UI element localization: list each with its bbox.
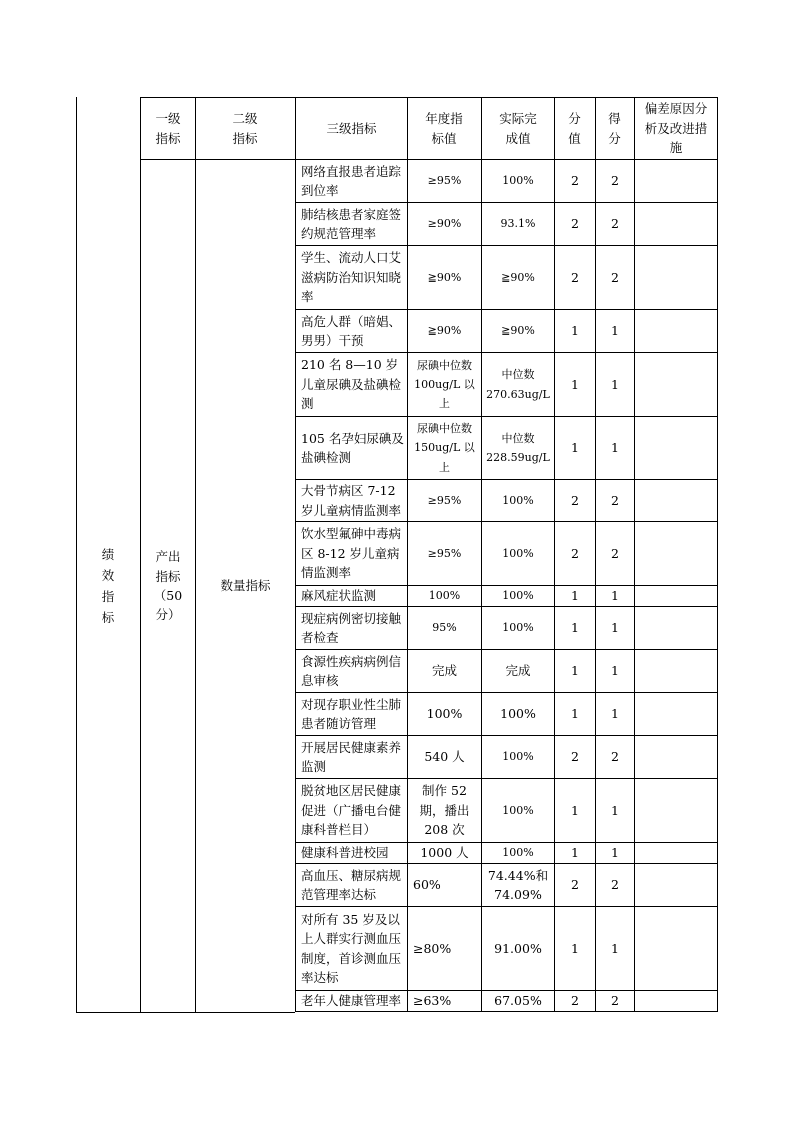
indicator-name: 饮水型氟砷中毒病区 8-12 岁儿童病情监测率 xyxy=(301,526,402,581)
table-rule xyxy=(295,1011,718,1012)
indicator-name: 开展居民健康素养监测 xyxy=(301,739,402,774)
reason-value xyxy=(635,480,717,521)
reason-value xyxy=(635,353,717,416)
actual-value: 100% xyxy=(502,621,534,635)
indicator-name: 对所有 35 岁及以上人群实行测血压制度，首诊测血压率达标 xyxy=(301,911,402,985)
score-value: 1 xyxy=(571,588,579,604)
target-value: 100% xyxy=(428,589,461,603)
score-value: 1 xyxy=(571,323,579,339)
got-value: 2 xyxy=(611,269,619,285)
score-value: 1 xyxy=(571,440,579,456)
reason-value xyxy=(635,246,717,309)
header-got: 得分 xyxy=(608,111,621,146)
got-value: 2 xyxy=(611,492,619,508)
reason-value xyxy=(635,310,717,352)
actual-value: 91.00% xyxy=(494,940,542,956)
table-rule xyxy=(140,97,141,1013)
target-value: 100% xyxy=(426,706,463,722)
indicator-name: 现症病例密切接触者检查 xyxy=(301,610,402,645)
target-value: ≧90% xyxy=(427,324,462,338)
got-value: 1 xyxy=(611,588,619,604)
reason-value xyxy=(635,203,717,245)
score-value: 1 xyxy=(571,663,579,679)
got-value: 1 xyxy=(611,706,619,722)
actual-value: 67.05% xyxy=(494,993,542,1009)
got-value: 1 xyxy=(611,323,619,339)
reason-value xyxy=(635,586,717,606)
target-value: ≥63% xyxy=(413,993,452,1009)
indicator-name: 脱贫地区居民健康促进（广播电台健康科普栏目） xyxy=(301,783,402,838)
actual-value: 100% xyxy=(500,706,536,722)
score-value: 1 xyxy=(571,376,579,392)
level2-value: 数量指标 xyxy=(220,578,271,594)
indicator-name: 肺结核患者家庭签约规范管理率 xyxy=(301,206,402,241)
actual-value: 74.44%和 74.09% xyxy=(487,867,549,902)
actual-value: 中位数 228.59ug/L xyxy=(486,431,550,464)
reason-value xyxy=(635,864,717,906)
score-value: 2 xyxy=(571,269,579,285)
section-label: 绩效指标 xyxy=(101,546,115,626)
actual-value: 100% xyxy=(502,546,534,560)
target-value: 95% xyxy=(432,621,457,635)
target-value: 1000 人 xyxy=(420,845,469,861)
got-value: 1 xyxy=(611,802,619,818)
got-value: 2 xyxy=(611,545,619,561)
actual-value: 完成 xyxy=(505,663,531,679)
level1-value: 产出指标（50分） xyxy=(153,549,183,623)
actual-value: 100% xyxy=(502,493,534,507)
actual-value: 100% xyxy=(502,589,534,603)
score-value: 2 xyxy=(571,545,579,561)
indicator-name: 高危人群（暗娼、男男）干预 xyxy=(301,313,402,348)
indicator-name: 210 名 8—10 岁儿童尿碘及盐碘检测 xyxy=(301,357,402,412)
actual-value: ≧90% xyxy=(501,270,535,284)
reason-value xyxy=(635,907,717,990)
table-rule xyxy=(76,97,77,1013)
reason-value xyxy=(635,607,717,649)
target-value: 尿碘中位数 100ug/L 以上 xyxy=(414,358,475,411)
score-value: 2 xyxy=(571,173,579,189)
score-value: 2 xyxy=(571,993,579,1009)
reason-value xyxy=(635,843,717,863)
got-value: 1 xyxy=(611,845,619,861)
header-target: 年度指标值 xyxy=(425,111,463,146)
got-value: 1 xyxy=(611,440,619,456)
score-value: 1 xyxy=(571,620,579,636)
indicator-name: 对现存职业性尘肺患者随访管理 xyxy=(301,696,402,731)
reason-value xyxy=(635,160,717,202)
target-value: ≧90% xyxy=(427,270,462,284)
header-reason: 偏差原因分析及改进措施 xyxy=(644,101,708,156)
target-value: 尿碘中位数 150ug/L 以上 xyxy=(414,422,475,474)
score-value: 2 xyxy=(571,492,579,508)
got-value: 1 xyxy=(611,663,619,679)
header-level1: 一级指标 xyxy=(155,111,181,146)
header-actual: 实际完成值 xyxy=(499,111,537,146)
got-value: 1 xyxy=(611,940,619,956)
indicator-name: 高血压、糖尿病规范管理率达标 xyxy=(301,867,402,902)
got-value: 2 xyxy=(611,877,619,893)
score-value: 2 xyxy=(571,877,579,893)
header-level2: 二级指标 xyxy=(232,111,258,146)
actual-value: 100% xyxy=(502,803,534,817)
header-score: 分值 xyxy=(568,111,581,146)
target-value: 60% xyxy=(413,877,441,893)
target-value: ≥95% xyxy=(427,174,462,188)
actual-value: 中位数 270.63ug/L xyxy=(486,368,550,401)
got-value: 1 xyxy=(611,376,619,392)
actual-value: 100% xyxy=(502,750,534,764)
indicator-name: 老年人健康管理率 xyxy=(301,993,402,1009)
got-value: 2 xyxy=(611,216,619,232)
actual-value: 93.1% xyxy=(500,217,536,231)
indicator-name: 学生、流动人口艾滋病防治知识知晓率 xyxy=(301,250,402,305)
table-rule xyxy=(717,97,718,1012)
indicator-name: 大骨节病区 7-12 岁儿童病情监测率 xyxy=(301,483,402,518)
reason-value xyxy=(635,736,717,778)
reason-value xyxy=(635,991,717,1011)
score-value: 2 xyxy=(571,216,579,232)
target-value: 完成 xyxy=(431,663,457,679)
table-rule xyxy=(76,1012,295,1013)
indicator-name: 食源性疾病病例信息审核 xyxy=(301,653,402,688)
target-value: ≥95% xyxy=(427,493,462,507)
got-value: 2 xyxy=(611,993,619,1009)
reason-value xyxy=(635,779,717,842)
actual-value: 100% xyxy=(502,174,534,188)
target-value: 540 人 xyxy=(424,749,465,765)
reason-value xyxy=(635,693,717,735)
score-value: 1 xyxy=(571,706,579,722)
actual-value: ≧90% xyxy=(501,324,535,338)
score-value: 1 xyxy=(571,940,579,956)
actual-value: 100% xyxy=(502,846,534,860)
score-value: 1 xyxy=(571,802,579,818)
indicator-name: 健康科普进校园 xyxy=(301,845,389,861)
target-value: ≥95% xyxy=(427,546,462,560)
score-value: 2 xyxy=(571,749,579,765)
indicator-name: 网络直报患者追踪到位率 xyxy=(301,163,402,198)
target-value: ≥80% xyxy=(413,940,452,956)
header-level3: 三级指标 xyxy=(326,120,377,136)
target-value: 制作 52 期，播出 208 次 xyxy=(419,783,470,838)
reason-value xyxy=(635,522,717,585)
indicator-name: 麻风症状监测 xyxy=(301,588,377,604)
target-value: ≥90% xyxy=(427,217,462,231)
indicator-name: 105 名孕妇尿碘及盐碘检测 xyxy=(301,430,404,465)
reason-value xyxy=(635,650,717,692)
got-value: 1 xyxy=(611,620,619,636)
reason-value xyxy=(635,417,717,479)
got-value: 2 xyxy=(611,173,619,189)
got-value: 2 xyxy=(611,749,619,765)
score-value: 1 xyxy=(571,845,579,861)
